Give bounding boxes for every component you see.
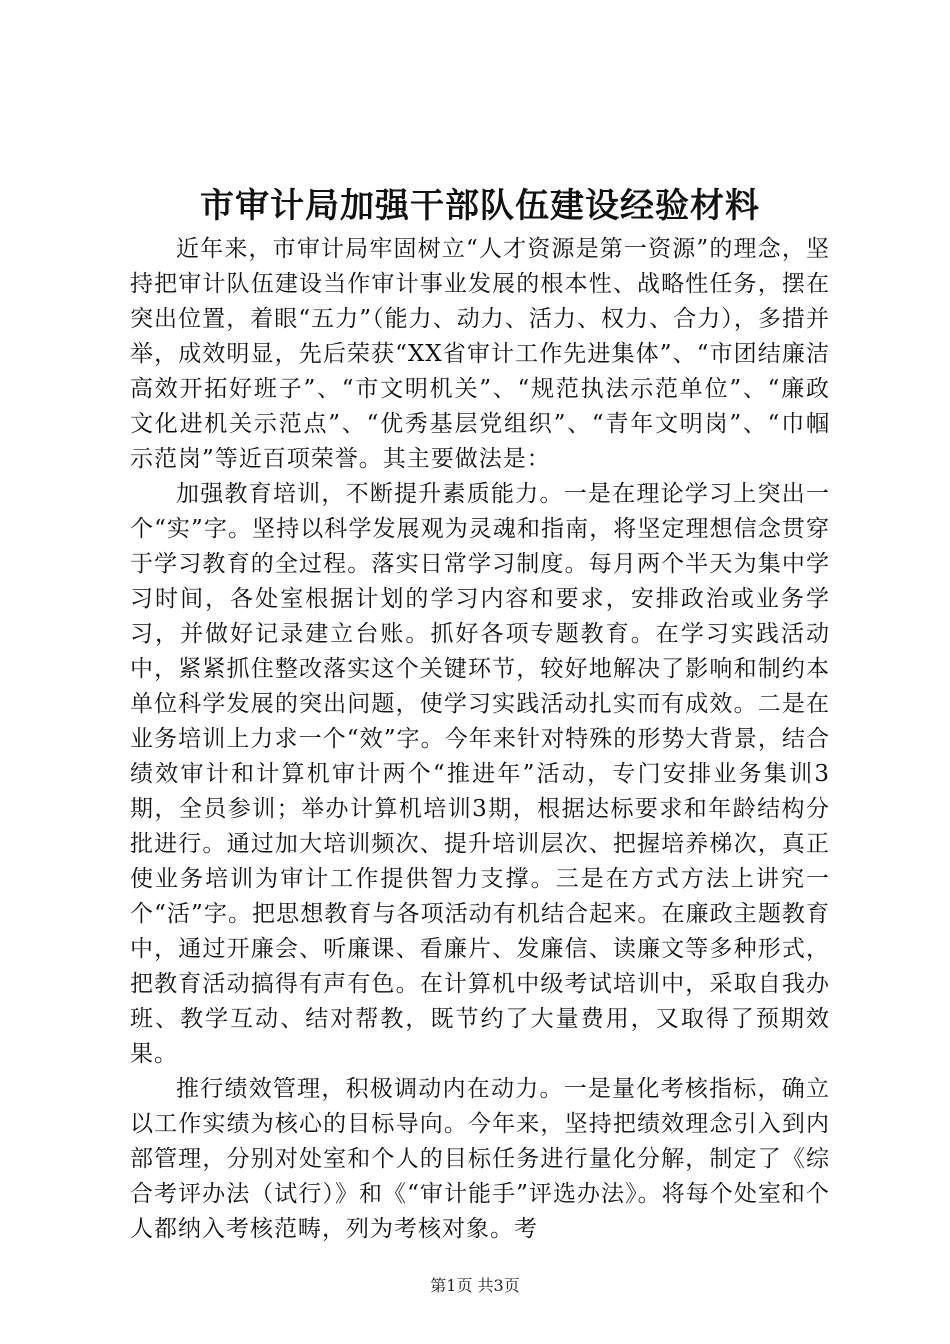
- document-title: 市审计局加强干部队伍建设经验材料: [200, 186, 760, 226]
- paragraph-education-training: 加强教育培训，不断提升素质能力。一是在理论学习上突出一个“实”字。坚持以科学发展观为灵魂和指南，将坚定理想信念贯穿于学习教育的全过程。落实日常学习制度。每月两个半天为集中学习时间，各处室根据计划的学习内容和要求，安排政治或业务学习，并做好记录建立台账。抓好各项专题教育。在学习实践活动中，紧紧抓住整改落实这个关键环节，较好地解决了影响和制约本单位科学发展的突出问题，使学习实践活动扎实而有成效。二是在业务培训上力求一个“效”字。今年来针对特殊的形势大背景，结合绩效审计和计算机审计两个“推进年”活动，专门安排业务集训3期，全员参训；举办计算机培训3期，根据达标要求和年龄结构分批进行。通过加大培训频次、提升培训层次、把握培养梯次，真正使业务培训为审计工作提供智力支撑。三是在方式方法上讲究一个“活”字。把思想教育与各项活动有机结合起来。在廉政主题教育中，通过开廉会、听廉课、看廉片、发廉信、读廉文等多种形式，把教育活动搞得有声有色。在计算机中级考试培训中，采取自我办班、教学互动、结对帮教，既节约了大量费用，又取得了预期效果。: [130, 481, 830, 1067]
- paragraph-performance-management: 推行绩效管理，积极调动内在动力。一是量化考核指标，确立以工作实绩为核心的目标导向。今年来，坚持把绩效理念引入到内部管理，分别对处室和个人的目标任务进行量化分解，制定了《综合考评办法（试行）》和《“审计能手”评选办法》。将每个处室和个人都纳入考核范畴，列为考核对象。考: [130, 1076, 830, 1242]
- paragraph-intro: 近年来，市审计局牢固树立“人才资源是第一资源”的理念，坚持把审计队伍建设当作审计事业发展的根本性、战略性任务，摆在突出位置，着眼“五力”（能力、动力、活力、权力、合力），多措并举，成效明显，先后荣获“XX省审计工作先进集体”、“市团结廉洁高效开拓好班子”、“市文明机关”、“规范执法示范单位”、“廉政文化进机关示范点”、“优秀基层党组织”、“青年文明岗”、“巾帼示范岗”等近百项荣誉。其主要做法是：: [130, 236, 830, 472]
- document-body: [130, 232, 830, 1247]
- page-number-footer: 第1页 共3页: [430, 1276, 520, 1295]
